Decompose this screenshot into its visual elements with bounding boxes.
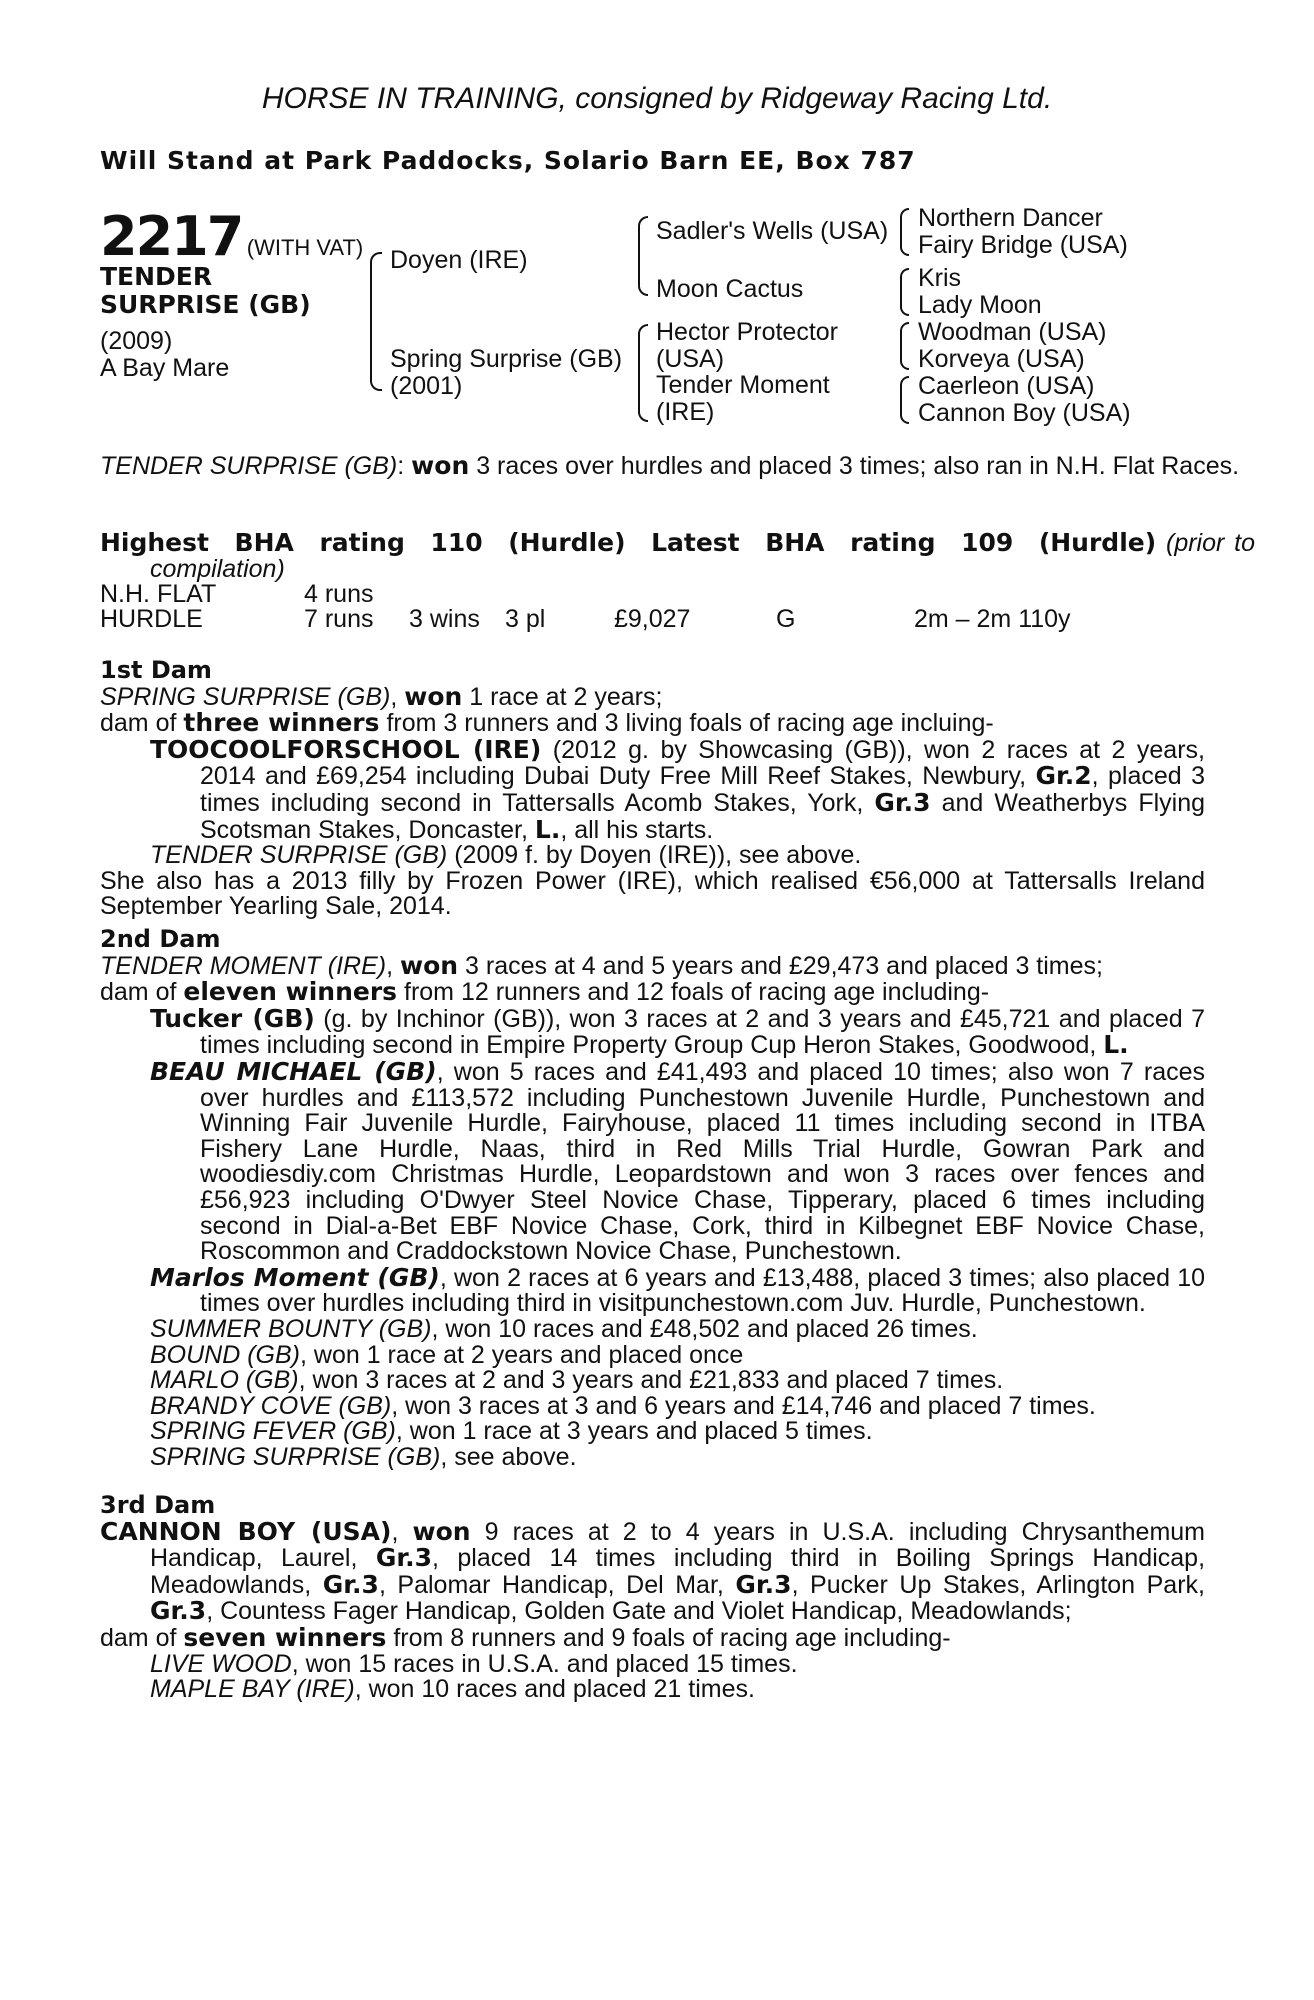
stand-location: Will Stand at Park Paddocks, Solario Barn EE, Box 787 xyxy=(100,146,916,175)
record-money: £9,027 xyxy=(614,605,691,633)
produce-name: MAPLE BAY (IRE) xyxy=(150,1675,355,1704)
record-going: G xyxy=(776,605,796,633)
produce-record: , won 1 race at 3 years and placed 5 times. xyxy=(395,1417,873,1446)
separator: , xyxy=(391,1517,413,1546)
produce-text: dam of xyxy=(100,1623,184,1652)
produce-entry xyxy=(100,1442,1205,1471)
record-type: N.H. FLAT xyxy=(100,580,217,608)
winners-count: eleven winners xyxy=(183,977,398,1007)
bha-ratings xyxy=(100,530,1255,582)
grade-label: Gr.2 xyxy=(1035,761,1092,791)
won-label: won xyxy=(411,451,470,480)
pedigree-dd-dam: Cannon Boy (USA) xyxy=(918,399,1131,427)
produce-entry xyxy=(100,1391,1205,1420)
record-type: HURDLE xyxy=(100,605,203,633)
produce-entry xyxy=(100,1649,1205,1678)
horse-name xyxy=(100,263,311,319)
produce-name: SUMMER BOUNTY (GB) xyxy=(150,1314,432,1343)
produce-record: and Weatherbys Flying Scotsman Stakes, Doncaster, xyxy=(200,788,1205,844)
dam-record: 1 race at 2 years; xyxy=(462,682,663,711)
page-header: HORSE IN TRAINING, consigned by Ridgeway Racing Ltd. xyxy=(261,82,1053,115)
grade-label: Gr.3 xyxy=(375,1543,433,1573)
produce-record: , won 5 races and £41,493 and placed 10 times; also won 7 races over hurdles and £113,572 including Punchestown Juvenile Hurdle, Punchestown and Winning Fair Juvenile Hurdle, Fairyhouse, placed 11 times including second in ITBA Fishery Lane Hurdle, Naas, third in Red Mills Trial Hurdle, Gowran Park and woodiesdiy.com Christmas Hurdle, Leopardstown and won 3 races over fences and £56,923 including O'Dwyer Steel Novice Chase, Tipperary, placed 6 times including second in Dial-a-Bet EBF Novice Chase, Cork, third in Kilbegnet EBF Novice Chase, Roscommon and Craddockstown Novice Chase, Punchestown. xyxy=(200,1057,1205,1266)
dam-line xyxy=(100,950,1205,980)
produce-record: , won 3 races at 3 and 6 years and £14,746 and placed 7 times. xyxy=(391,1391,1096,1420)
ratings-line: Highest BHA rating 110 (Hurdle) Latest BHA rating 109 (Hurdle) xyxy=(100,528,1157,557)
record-placed: 3 pl xyxy=(505,605,546,633)
produce-name: SPRING SURPRISE (GB) xyxy=(150,1442,441,1471)
produce-entry xyxy=(100,1677,1205,1703)
grade-label: Gr.3 xyxy=(150,1596,207,1626)
dam-line xyxy=(100,1516,1206,1626)
pedigree-bracket xyxy=(900,268,909,316)
winners-count: three winners xyxy=(183,708,380,738)
pedigree-ds-dam: Korveya (USA) xyxy=(918,345,1085,373)
dam-record: , Palomar Handicap, Del Mar, xyxy=(378,1570,736,1599)
produce-record: , won 10 races and placed 21 times. xyxy=(354,1675,755,1704)
third-dam-section xyxy=(100,1493,1205,1703)
horse-meta xyxy=(100,328,229,382)
dam-record: , Pucker Up Stakes, Arlington Park, xyxy=(791,1570,1205,1599)
pedigree-sd-dam: Lady Moon xyxy=(918,291,1042,319)
summary-horse-name: TENDER SURPRISE (GB) xyxy=(100,452,398,480)
dam-record: 3 races at 4 and 5 years and £29,473 and placed 3 times; xyxy=(458,951,1103,980)
record-runs: 7 runs xyxy=(304,605,374,633)
pedigree-sire: Doyen (IRE) xyxy=(390,246,528,274)
produce-name: BOUND (GB) xyxy=(150,1340,300,1369)
pedigree-name-line: (USA) xyxy=(656,345,725,373)
pedigree-dam-year: (2001) xyxy=(390,372,463,400)
section-heading: 2nd Dam xyxy=(100,925,221,953)
section-heading: 1st Dam xyxy=(100,656,212,684)
dam-record: , placed 14 times including third in Boiling Springs Handicap, Meadowlands, xyxy=(150,1544,1206,1599)
produce-entry xyxy=(100,1262,1205,1318)
produce-name: BRANDY COVE (GB) xyxy=(150,1391,392,1420)
won-label: won xyxy=(412,1516,471,1546)
produce-entry xyxy=(100,1419,1205,1445)
record-distance: 2m – 2m 110y xyxy=(914,605,1071,633)
pedigree-bracket xyxy=(638,216,648,296)
produce-name: Tucker (GB) xyxy=(150,1003,315,1033)
second-dam-section xyxy=(100,927,1205,1470)
produce-entry xyxy=(100,734,1205,844)
produce-name: BEAU MICHAEL (GB) xyxy=(150,1056,437,1086)
grade-label: Gr.3 xyxy=(874,787,931,817)
pedigree-dam xyxy=(390,346,622,400)
dam-name: SPRING SURPRISE (GB) xyxy=(100,682,391,711)
produce-name: MARLO (GB) xyxy=(150,1366,299,1395)
produce-line xyxy=(100,710,1205,737)
separator: , xyxy=(386,951,401,980)
grade-label: Gr.3 xyxy=(735,1569,792,1599)
produce-name: TOOCOOLFORSCHOOL (IRE) xyxy=(150,734,542,764)
pedigree-ss-dam: Fairy Bridge (USA) xyxy=(918,231,1128,259)
produce-entry xyxy=(100,1314,1205,1343)
listed-label: L. xyxy=(1103,1030,1129,1060)
produce-record: , see above. xyxy=(440,1442,577,1471)
produce-entry xyxy=(100,1003,1205,1060)
won-label: won xyxy=(404,681,463,711)
separator: : xyxy=(397,452,412,480)
produce-entry xyxy=(100,1368,1205,1394)
dam-line xyxy=(100,681,1205,711)
lot-heading xyxy=(100,205,363,268)
grade-label: Gr.3 xyxy=(322,1569,379,1599)
pedigree-dam-dam xyxy=(656,372,830,426)
produce-record: (2009 f. by Doyen (IRE)), see above. xyxy=(447,841,862,870)
pedigree-ss-sire: Northern Dancer xyxy=(918,204,1103,232)
dam-record: , Countess Fager Handicap, Golden Gate and Violet Handicap, Meadowlands; xyxy=(206,1597,1072,1626)
produce-record: , won 15 races in U.S.A. and placed 15 times. xyxy=(291,1649,798,1678)
pedigree-sire-sire: Sadler's Wells (USA) xyxy=(656,217,889,245)
produce-entry xyxy=(100,1340,1205,1369)
pedigree-dam-name: Spring Surprise (GB) xyxy=(390,345,623,373)
race-summary xyxy=(100,453,1255,480)
listed-label: L. xyxy=(534,814,561,844)
pedigree-bracket xyxy=(370,252,382,391)
dam-record: 9 races at 2 to 4 years in U.S.A. including Chrysanthemum Handicap, Laurel, xyxy=(150,1517,1205,1573)
produce-line xyxy=(100,979,1205,1006)
won-label: won xyxy=(400,950,459,980)
produce-record: , won 3 races at 2 and 3 years and £21,833 and placed 7 times. xyxy=(298,1366,1004,1395)
produce-name: LIVE WOOD xyxy=(150,1649,292,1678)
produce-record: , won 2 races at 6 years and £13,488, placed 3 times; also placed 10 times over hurdles including third in visitpunchestown.com Juv. Hurdle, Punchestown. xyxy=(200,1263,1205,1318)
produce-text: from 3 runners and 3 living foals of racing age incluing- xyxy=(379,709,994,738)
produce-record: , won 10 races and £48,502 and placed 26 times. xyxy=(431,1314,978,1343)
dam-name: TENDER MOMENT (IRE) xyxy=(100,951,387,980)
pedigree-bracket xyxy=(638,324,648,422)
pedigree-ds-sire: Woodman (USA) xyxy=(918,318,1107,346)
produce-record: , placed 3 times including second in Tattersalls Acomb Stakes, York, xyxy=(200,762,1205,817)
pedigree-bracket xyxy=(900,208,909,256)
first-dam-section xyxy=(100,658,1205,920)
produce-entry xyxy=(100,843,1205,869)
produce-text: from 12 runners and 12 foals of racing age including- xyxy=(397,978,990,1007)
winners-count: seven winners xyxy=(183,1622,387,1652)
pedigree-sire-dam: Moon Cactus xyxy=(656,275,804,303)
lot-number: 2217 xyxy=(100,205,243,268)
horse-name-line: TENDER xyxy=(100,262,213,291)
pedigree-name-line: Tender Moment xyxy=(656,371,830,399)
record-runs: 4 runs xyxy=(304,580,374,608)
foaling-year: (2009) xyxy=(100,327,173,355)
produce-record: , all his starts. xyxy=(560,815,714,844)
produce-name: SPRING FEVER (GB) xyxy=(150,1417,396,1446)
produce-text: dam of xyxy=(100,709,184,738)
produce-record: , won 1 race at 2 years and placed once xyxy=(300,1340,744,1369)
separator: , xyxy=(390,682,405,711)
produce-text: from 8 runners and 9 foals of racing age including- xyxy=(386,1623,951,1652)
pedigree-dd-sire: Caerleon (USA) xyxy=(918,372,1095,400)
section-heading: 3rd Dam xyxy=(100,1491,216,1519)
horse-description: A Bay Mare xyxy=(100,354,230,382)
dam-name: CANNON BOY (USA) xyxy=(100,1516,392,1546)
produce-line xyxy=(100,1622,1205,1652)
pedigree-name-line: (IRE) xyxy=(656,398,715,426)
produce-entry xyxy=(100,1056,1205,1266)
produce-record: (2012 g. by Showcasing (GB)), won 2 races at 2 years, 2014 and £69,254 including Dubai Duty Free Mill Reef Stakes, Newbury, xyxy=(200,735,1205,791)
pedigree-name-line: Hector Protector xyxy=(656,318,839,346)
pedigree-dam-sire xyxy=(656,319,838,373)
also-note: She also has a 2013 filly by Frozen Power (IRE), which realised €56,000 at Tattersalls Ireland September Yearling Sale, 2014. xyxy=(100,866,1205,921)
produce-record: (g. by Inchinor (GB)), won 3 races at 2 and 3 years and £45,721 and placed 7 times including second in Empire Property Group Cup Heron Stakes, Goodwood, xyxy=(200,1004,1205,1060)
record-wins: 3 wins xyxy=(409,605,480,633)
pedigree-sd-sire: Kris xyxy=(918,264,962,292)
horse-name-line: SURPRISE (GB) xyxy=(100,290,311,319)
pedigree-bracket xyxy=(900,322,909,370)
ratings-note: (prior to compilation) xyxy=(150,529,1256,583)
produce-name: TENDER SURPRISE (GB) xyxy=(150,841,448,870)
pedigree-bracket xyxy=(900,376,909,424)
produce-name: Marlos Moment (GB) xyxy=(150,1262,440,1292)
vat-note: (WITH VAT) xyxy=(246,235,364,260)
summary-text: 3 races over hurdles and placed 3 times; also ran in N.H. Flat Races. xyxy=(469,452,1240,480)
produce-text: dam of xyxy=(100,978,184,1007)
